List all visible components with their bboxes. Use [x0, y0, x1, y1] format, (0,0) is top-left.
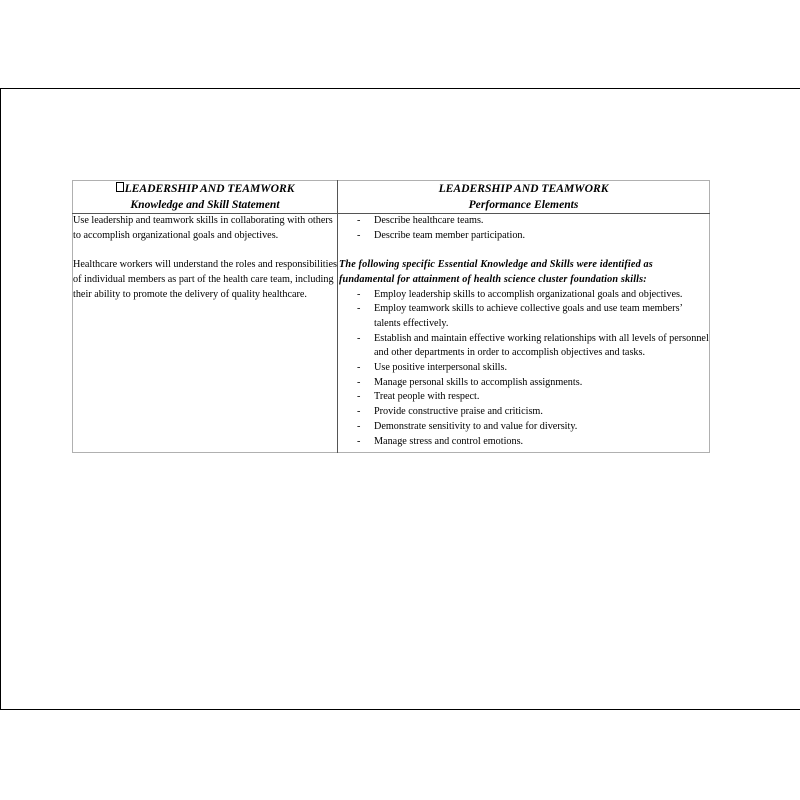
list-item-text: Establish and maintain effective working relationships with all levels of personnel and other departments in order to accomplish objectives and tasks. [374, 332, 709, 359]
dash-bullet: - [357, 332, 361, 344]
dash-bullet: - [357, 215, 361, 226]
dash-bullet: - [357, 303, 361, 315]
list-item [338, 376, 709, 391]
table-body-row [73, 214, 710, 453]
list-item [338, 361, 709, 376]
list-item [338, 332, 709, 361]
list-item [338, 390, 709, 405]
missing-glyph-icon [116, 182, 124, 192]
top-elements-list [338, 214, 709, 243]
list-item-text: Provide constructive praise and criticism. [374, 406, 543, 418]
dash-bullet: - [357, 288, 361, 300]
dash-bullet: - [357, 229, 361, 241]
dash-bullet: - [357, 391, 361, 403]
table-header-row [73, 181, 710, 214]
performance-elements-list [338, 288, 709, 450]
dash-bullet: - [357, 406, 361, 418]
statement-paragraph-2: Healthcare workers will understand the roles and responsibilities of individual members as part of the health care team, including their ability to promote the delivery of quality healthcare. [73, 259, 337, 300]
list-item [338, 435, 709, 450]
right-header-title: LEADERSHIP AND TEAMWORK [438, 182, 609, 195]
dash-bullet: - [357, 435, 361, 447]
list-item-text: Manage stress and control emotions. [374, 435, 524, 447]
list-item [338, 420, 709, 435]
list-item-text: Treat people with respect. [374, 391, 480, 403]
dash-bullet: - [357, 376, 361, 388]
list-item-text: Use positive interpersonal skills. [374, 362, 507, 374]
knowledge-statement-cell [73, 214, 338, 453]
dash-bullet: - [357, 362, 361, 374]
list-item [338, 229, 709, 244]
right-header-cell [338, 181, 710, 214]
left-header-title [73, 181, 337, 197]
left-header-cell [73, 181, 338, 214]
right-header-subtitle: Performance Elements [468, 197, 579, 211]
list-item-text: Employ leadership skills to accomplish organizational goals and objectives. [374, 288, 683, 300]
list-item-text: Demonstrate sensitivity to and value for diversity. [374, 420, 578, 432]
intro-statement: The following specific Essential Knowledge and Skills were identified as fundamental for attainment of health science cluster foundation skills: [339, 259, 653, 285]
list-item-text: Employ teamwork skills to achieve collective goals and use team members’ talents effectively. [374, 303, 683, 329]
list-item [338, 288, 709, 303]
leadership-teamwork-table [72, 180, 710, 453]
list-item [338, 302, 709, 331]
list-item [338, 405, 709, 420]
left-header-title-text: LEADERSHIP AND TEAMWORK [124, 182, 295, 195]
list-item-text: Describe team member participation. [374, 229, 526, 241]
dash-bullet: - [357, 420, 361, 432]
statement-paragraph-1: Use leadership and teamwork skills in collaborating with others to accomplish organizational goals and objectives. [73, 215, 333, 241]
list-item-text: Manage personal skills to accomplish assignments. [374, 376, 583, 388]
left-header-subtitle: Knowledge and Skill Statement [130, 197, 280, 211]
performance-elements-cell [338, 214, 710, 453]
list-item-text: Describe healthcare teams. [374, 215, 484, 226]
list-item [338, 214, 709, 229]
